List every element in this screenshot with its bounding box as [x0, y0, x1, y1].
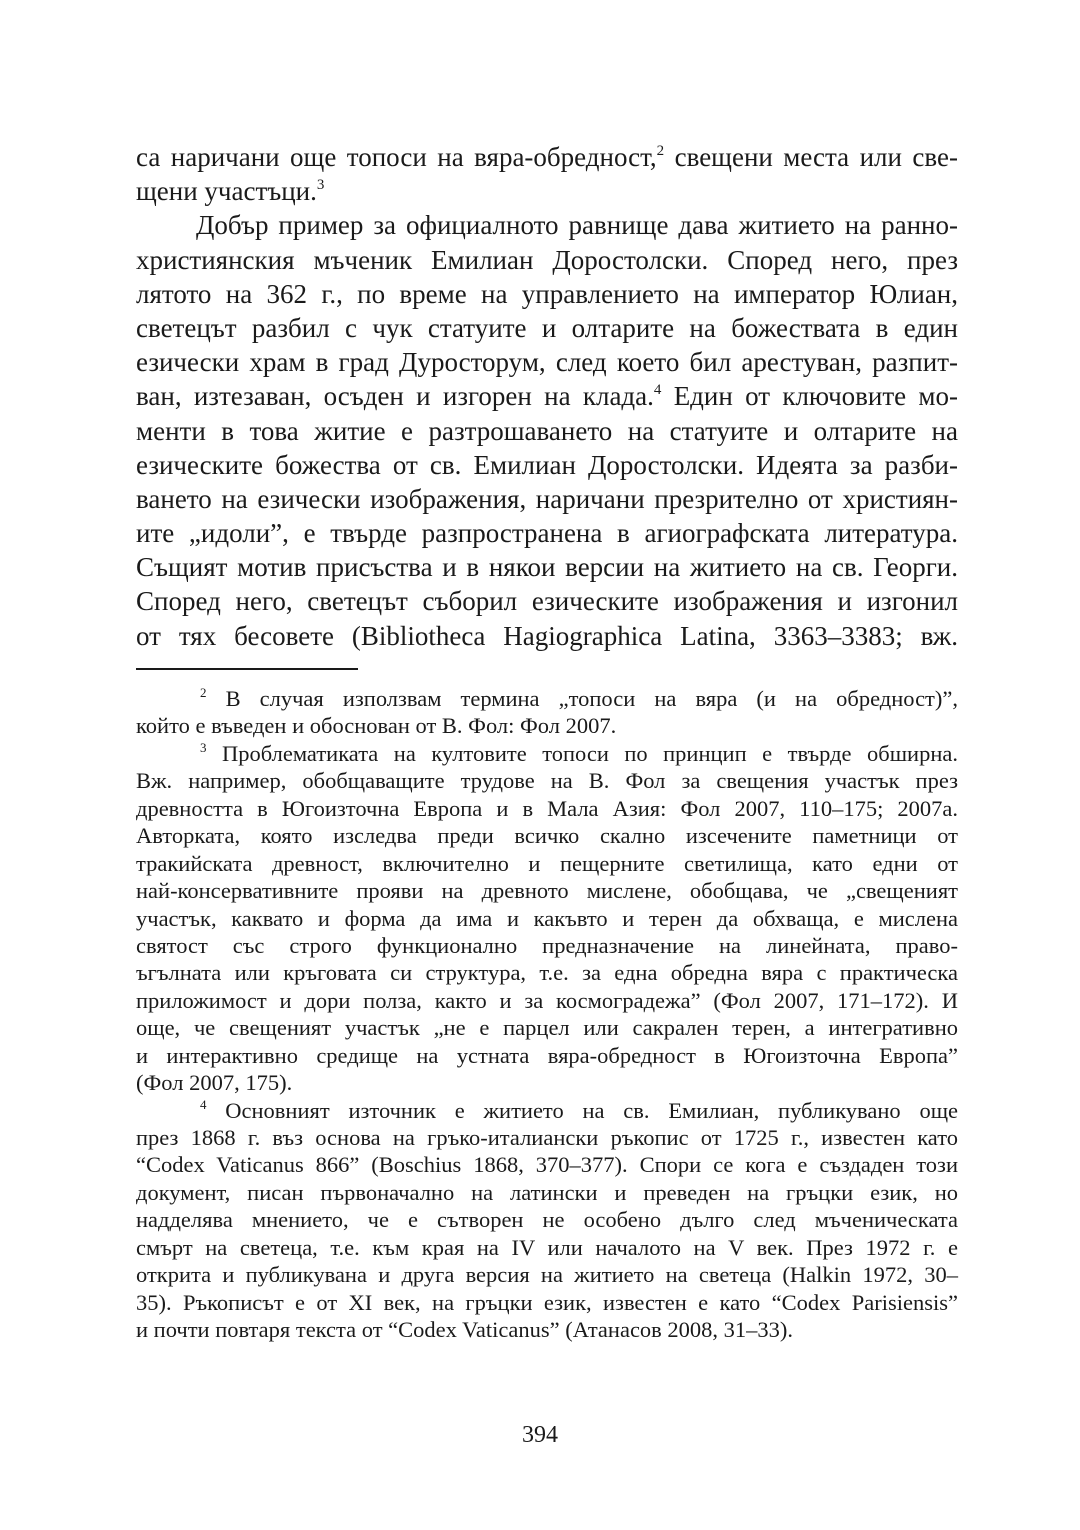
text-line: Добър пример за официалното равнище дава житието на ранно- — [196, 210, 958, 241]
text-line: ите „идоли”, е твърде разпространена в агиографската литература. — [136, 518, 958, 549]
page-number: 394 — [522, 1422, 558, 1448]
footnote-3 — [136, 740, 958, 1097]
text-line: християнския мъченик Емилиан Доростолски. Според него, през — [136, 244, 958, 275]
main-body-text — [136, 140, 958, 653]
footnote-line: древността в Югоизточна Европа и в Мала Азия: Фол 2007, 110–175; 2007а. — [136, 795, 958, 821]
text-line: Същият мотив присъства и в някои версии на житието на св. Георги. — [136, 552, 958, 583]
footnote-ref-2[interactable]: 2 — [656, 143, 665, 159]
footnote-line: още, че свещеният участък „не е парцел или сакрален терен, а интегративно — [136, 1015, 958, 1041]
text-line: лятото на 362 г., по време на управлението на император Юлиан, — [136, 278, 958, 309]
footnote-line: и почти повтаря текста от “Codex Vaticanus” (Атанасов 2008, 31–33). — [136, 1317, 794, 1343]
text-line: са наричани още топоси на вяра-обредност,$^2$ свещени места или све- — [136, 142, 958, 172]
text-line: от тях бесовете (Bibliotheca Hagiographica Latina, 3363–3383; вж. — [136, 620, 958, 651]
footnote-line: надделява мнението, че е сътворен не особено дълго след мъченическата — [136, 1207, 958, 1233]
footnote-line: открита и публикувана и друга версия на житието на светеца (Halkin 1972, 30– — [136, 1262, 958, 1288]
text-line: щени участъци.$^3$ — [136, 176, 325, 207]
footnote-line: смърт на светеца, т.е. към края на IV или началото на V век. През 1972 г. е — [136, 1234, 958, 1260]
footnote-line: “Codex Vaticanus 866” (Boschius 1868, 370–377). Спори се кога е създаден този — [136, 1152, 958, 1178]
footnote-line: 35). Ръкописът е от XI век, на гръцки език, известен е като “Codex Parisiensis” — [136, 1289, 958, 1315]
footnote-line: ъгълната или кръговата си структура, т.е. за една обредна вяра с практическа — [136, 960, 958, 986]
footnote-line: най-консервативните прояви на древното мислене, обобщава, че „свещеният — [136, 878, 958, 904]
footnote-marker: 2 — [200, 685, 207, 700]
text-line: светецът разбил с чук статуите и олтарите на божествата в един — [136, 312, 958, 343]
footnote-line: $^4$ Основният източник е житието на св. Емилиан, публикувано още — [200, 1096, 958, 1123]
footnote-line: Авторката, която изследва преди всичко скално изсечените паметници от — [136, 823, 958, 849]
footnote-ref-3[interactable]: 3 — [316, 177, 325, 194]
footnote-line: през 1868 г. въз основа на гръко-италиански ръкопис от 1725 г., известен като — [136, 1125, 958, 1150]
footnote-4 — [136, 1097, 958, 1344]
footnote-marker: 4 — [200, 1096, 207, 1112]
footnote-line: приложимост и дори полза, както и за космоградежа” (Фол 2007, 171–172). И — [136, 987, 958, 1013]
text-line: менти в това житие е разтрошаването на статуите и олтарите на — [136, 415, 958, 446]
footnote-line: святост със строго функционално предназначение на линейната, право- — [136, 932, 958, 958]
footnote-line: $^2$ В случая използвам термина „топоси на вяра (и на обредност)”, — [200, 685, 958, 711]
text-line: Според него, светецът съборил езическите изображения и изгонил — [136, 586, 958, 617]
footnote-marker: 3 — [200, 739, 207, 755]
text-line: ването на езически изображения, наричани презрително от християн- — [136, 483, 958, 514]
footnote-line: (Фол 2007, 175). — [136, 1070, 293, 1096]
footnote-2 — [136, 685, 958, 740]
footnote-line: документ, писан първоначално на латински и преведен на гръцки език, но — [136, 1179, 958, 1205]
main-paragraphs — [136, 140, 958, 653]
footnote-ref-4[interactable]: 4 — [653, 382, 662, 399]
footnotes — [136, 685, 958, 1344]
footnote-line: $^3$ Проблематиката на култовите топоси по принцип е твърде обширна. — [200, 739, 958, 766]
text-line: езически храм в град Дуросторум, след което бил арестуван, разпит- — [136, 347, 958, 378]
footnote-line: Вж. например, обобщаващите трудове на В. Фол за свещения участък през — [136, 768, 958, 794]
text-line: ван, изтезаван, осъден и изгорен на клада.$^4$ Един от ключовите мо- — [136, 381, 958, 412]
footnote-separator — [136, 668, 358, 670]
footnote-line: тракийската древност, включително и пещерните светилища, като едни от — [136, 850, 958, 876]
text-line: езическите божества от св. Емилиан Доростолски. Идеята за разби- — [136, 449, 958, 480]
footnote-line: който е въведен и обоснован от В. Фол: Фол 2007. — [136, 713, 617, 739]
footnote-line: участък, каквато и форма да има и какъвто и терен да обхваща, е мислена — [136, 905, 958, 931]
footnote-line: и интерактивно средище на устната вяра-обредност в Югоизточна Европа” — [136, 1042, 958, 1068]
